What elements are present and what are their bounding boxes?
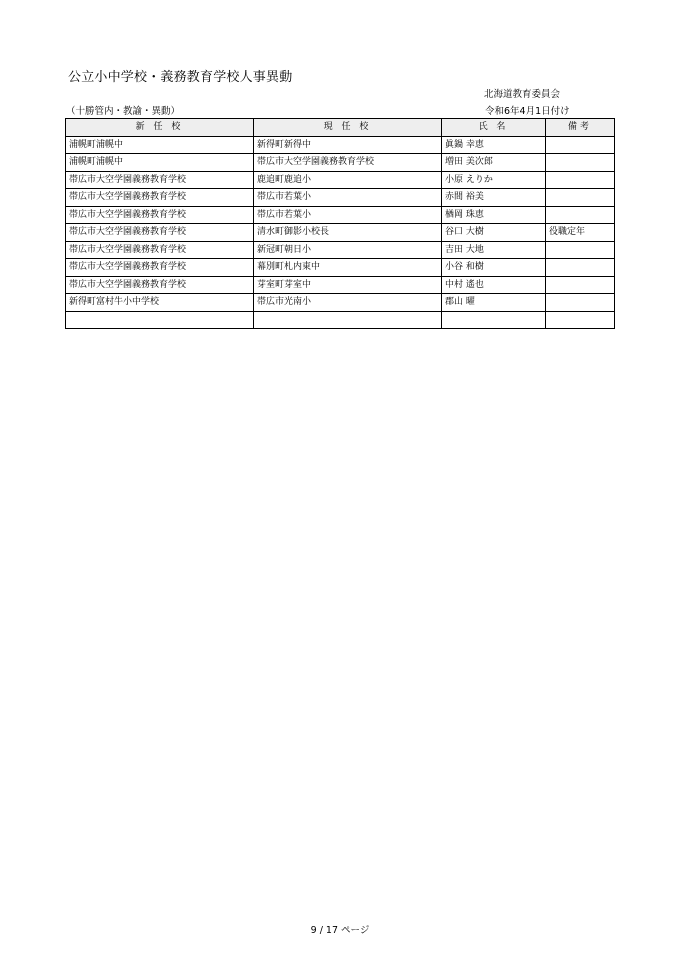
cell-name: [442, 311, 546, 329]
cell-current-school: 帯広市大空学園義務教育学校: [254, 154, 442, 172]
cell-remarks: [546, 136, 615, 154]
cell-current-school: 帯広市若葉小: [254, 189, 442, 207]
cell-name: 吉田 大地: [442, 241, 546, 259]
cell-remarks: [546, 294, 615, 312]
cell-current-school: 幕別町札内東中: [254, 259, 442, 277]
cell-new-school: 帯広市大空学園義務教育学校: [66, 259, 254, 277]
table-row: [66, 276, 615, 294]
page-number: 9 / 17 ページ: [310, 925, 370, 936]
table-row: [66, 206, 615, 224]
cell-current-school: 清水町御影小校長: [254, 224, 442, 242]
header-new-school: 新 任 校: [66, 119, 254, 137]
cell-new-school: 新得町富村牛小中学校: [66, 294, 254, 312]
cell-current-school: 鹿追町鹿追小: [254, 171, 442, 189]
cell-new-school: 帯広市大空学園義務教育学校: [66, 276, 254, 294]
table-row-empty: [66, 311, 615, 329]
document-title: 公立小中学校・義務教育学校人事異動: [68, 70, 293, 85]
transfer-table: [65, 118, 615, 329]
cell-new-school: 帯広市大空学園義務教育学校: [66, 241, 254, 259]
cell-current-school: 帯広市若葉小: [254, 206, 442, 224]
cell-new-school: 帯広市大空学園義務教育学校: [66, 189, 254, 207]
cell-new-school: [66, 311, 254, 329]
cell-new-school: 帯広市大空学園義務教育学校: [66, 171, 254, 189]
cell-name: 増田 美次郎: [442, 154, 546, 172]
cell-remarks: 役職定年: [546, 224, 615, 242]
cell-name: 楢岡 珠恵: [442, 206, 546, 224]
cell-new-school: 帯広市大空学園義務教育学校: [66, 206, 254, 224]
cell-current-school: 新得町新得中: [254, 136, 442, 154]
header-current-school: 現 任 校: [254, 119, 442, 137]
cell-name: 眞鍋 幸恵: [442, 136, 546, 154]
cell-new-school: 浦幌町浦幌中: [66, 154, 254, 172]
cell-current-school: 芽室町芽室中: [254, 276, 442, 294]
table-row: [66, 224, 615, 242]
header-remarks: 備考: [546, 119, 615, 137]
effective-date: 令和6年4月1日付け: [485, 106, 570, 117]
cell-remarks: [546, 171, 615, 189]
cell-remarks: [546, 311, 615, 329]
cell-current-school: [254, 311, 442, 329]
cell-remarks: [546, 259, 615, 277]
table-row: [66, 294, 615, 312]
table-row: [66, 154, 615, 172]
table-row: [66, 171, 615, 189]
cell-remarks: [546, 206, 615, 224]
table-row: [66, 241, 615, 259]
cell-remarks: [546, 189, 615, 207]
cell-new-school: 帯広市大空学園義務教育学校: [66, 224, 254, 242]
cell-name: 谷口 大樹: [442, 224, 546, 242]
cell-current-school: 帯広市光南小: [254, 294, 442, 312]
cell-remarks: [546, 276, 615, 294]
header-name: 氏 名: [442, 119, 546, 137]
table-row: [66, 136, 615, 154]
issuer-label: 北海道教育委員会: [484, 89, 561, 100]
cell-name: 小原 えりか: [442, 171, 546, 189]
cell-current-school: 新冠町朝日小: [254, 241, 442, 259]
table-row: [66, 259, 615, 277]
cell-name: 郡山 曜: [442, 294, 546, 312]
cell-name: 赤間 裕美: [442, 189, 546, 207]
cell-new-school: 浦幌町浦幌中: [66, 136, 254, 154]
cell-name: 中村 遙也: [442, 276, 546, 294]
cell-remarks: [546, 241, 615, 259]
cell-remarks: [546, 154, 615, 172]
cell-name: 小谷 和樹: [442, 259, 546, 277]
scope-label: （十勝管内・教諭・異動）: [66, 106, 181, 117]
table-header-row: [66, 119, 615, 137]
table-row: [66, 189, 615, 207]
